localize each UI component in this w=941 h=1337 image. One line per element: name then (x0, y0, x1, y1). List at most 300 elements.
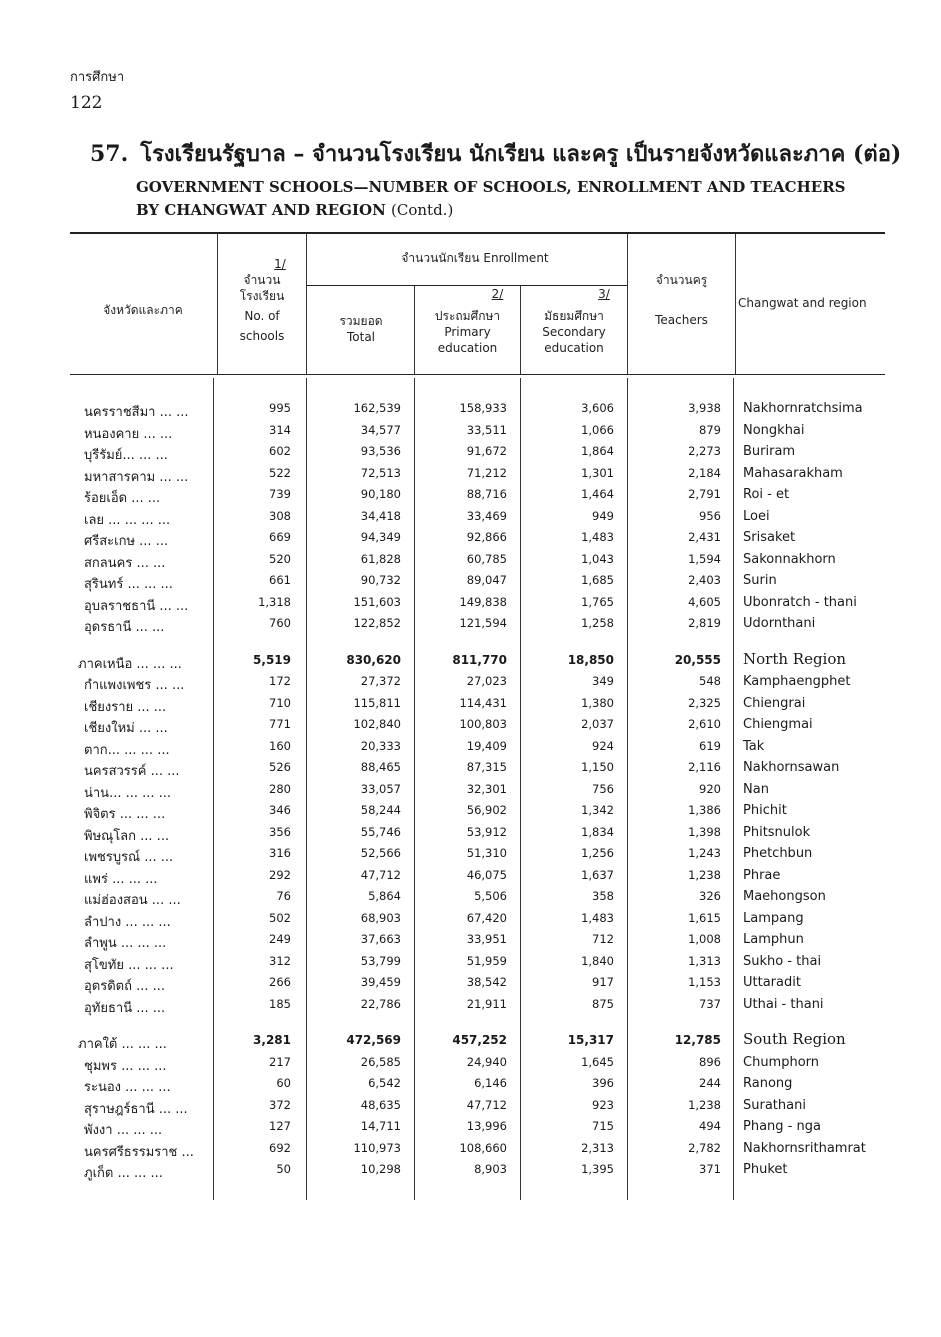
changwat-thai-cell: นครศรีธรรมราช ... (84, 1144, 194, 1160)
table-row (0, 736, 941, 758)
teachers-cell: 619 (699, 738, 721, 753)
primary-cell: 60,785 (466, 551, 507, 566)
secondary-cell: 1,380 (581, 695, 614, 710)
changwat-thai-cell: อุบลราชธานี ... ... (84, 598, 189, 614)
changwat-thai-cell: สุราษฎร์ธานี ... ... (84, 1101, 188, 1117)
total-cell: 10,298 (360, 1162, 401, 1176)
changwat-english-cell: South Region (743, 1030, 846, 1048)
total-cell: 37,663 (360, 932, 401, 946)
schools-cell: 526 (269, 760, 291, 774)
schools-cell: 316 (269, 846, 291, 860)
primary-cell: 158,933 (459, 401, 507, 415)
secondary-cell: 1,840 (581, 953, 614, 968)
changwat-thai-cell: เพชรบูรณ์ ... ... (84, 850, 174, 865)
section-header: การศึกษา (70, 70, 125, 85)
schools-cell: 771 (269, 717, 291, 731)
changwat-english-cell: Nongkhai (743, 422, 805, 438)
primary-cell: 114,431 (459, 695, 507, 710)
table-row (0, 463, 941, 485)
secondary-cell: 1,066 (581, 422, 614, 437)
table-row (0, 779, 941, 801)
changwat-thai-cell: พิษณุโลก ... ... (84, 828, 170, 844)
secondary-cell: 1,301 (581, 465, 614, 480)
teachers-cell: 1,615 (688, 910, 721, 925)
teachers-cell: 2,431 (688, 530, 721, 544)
header-total: รวมยอด Total (339, 314, 383, 344)
changwat-thai-cell: พิจิตร ... ... ... (84, 807, 166, 822)
primary-cell: 24,940 (466, 1054, 507, 1069)
secondary-cell: 1,483 (581, 530, 614, 544)
changwat-english-cell: Nakhornratchsima (743, 401, 863, 416)
changwat-english-cell: Sukho - thai (743, 953, 822, 969)
primary-cell: 108,660 (459, 1140, 507, 1155)
primary-cell: 92,866 (466, 530, 507, 544)
secondary-cell: 756 (592, 781, 614, 796)
table-row (0, 994, 941, 1016)
primary-cell: 121,594 (459, 616, 507, 630)
changwat-english-cell: Chiengrai (743, 695, 806, 711)
total-cell: 20,333 (360, 738, 401, 753)
secondary-footnote: 3/ (598, 287, 610, 301)
changwat-thai-cell: เชียงราย ... ... (84, 699, 167, 715)
total-cell: 27,372 (360, 674, 401, 688)
changwat-thai-cell: ภาคใต้ ... ... ... (78, 1037, 167, 1052)
table-row (0, 908, 941, 930)
schools-cell: 760 (269, 616, 291, 630)
changwat-english-cell: Loei (743, 508, 770, 524)
teachers-cell: 2,610 (688, 717, 721, 731)
secondary-cell: 1,464 (581, 487, 614, 501)
changwat-thai-cell: สุโขทัย ... ... ... (84, 957, 174, 973)
changwat-thai-cell: อุดรธานี ... ... (84, 620, 165, 635)
total-cell: 61,828 (360, 551, 401, 566)
total-cell: 115,811 (353, 695, 401, 710)
table-top-rule (70, 232, 885, 234)
table-row (0, 1138, 941, 1160)
table-row (0, 527, 941, 549)
changwat-thai-cell: อุตรดิตถ์ ... ... (84, 979, 166, 994)
changwat-thai-cell: ชุมพร ... ... ... (84, 1058, 167, 1074)
changwat-english-cell: Surathani (743, 1097, 806, 1113)
teachers-cell: 20,555 (674, 652, 721, 667)
teachers-cell: 896 (699, 1054, 721, 1069)
primary-cell: 88,716 (466, 487, 507, 501)
schools-cell: 502 (269, 910, 291, 925)
primary-cell: 21,911 (466, 996, 507, 1011)
secondary-cell: 1,043 (581, 551, 614, 566)
changwat-thai-cell: ตาก... ... ... ... (84, 742, 170, 758)
changwat-english-cell: Phang - nga (743, 1119, 821, 1134)
header-changwat-thai: จังหวัดและภาค (103, 303, 183, 317)
table-row (0, 484, 941, 506)
changwat-thai-cell: นครสวรรค์ ... ... (84, 764, 180, 779)
primary-cell: 6,146 (474, 1076, 507, 1090)
changwat-english-cell: Sakonnakhorn (743, 551, 836, 567)
secondary-cell: 1,685 (581, 573, 614, 587)
total-cell: 102,840 (353, 717, 401, 731)
schools-cell: 249 (269, 932, 291, 946)
total-cell: 162,539 (353, 401, 401, 415)
schools-cell: 692 (269, 1140, 291, 1155)
primary-cell: 89,047 (466, 573, 507, 587)
changwat-thai-cell: กำแพงเพชร ... ... (84, 678, 185, 693)
header-enrollment: จำนวนนักเรียน Enrollment (401, 251, 549, 265)
total-cell: 68,903 (360, 910, 401, 925)
schools-cell: 995 (269, 401, 291, 415)
schools-cell: 346 (269, 803, 291, 817)
secondary-cell: 924 (592, 738, 614, 753)
primary-cell: 149,838 (459, 594, 507, 609)
primary-cell: 5,506 (474, 889, 507, 903)
total-cell: 90,180 (360, 487, 401, 501)
total-cell: 34,418 (360, 508, 401, 523)
table-row (0, 592, 941, 614)
header-divider (306, 234, 307, 374)
total-cell: 26,585 (360, 1054, 401, 1069)
total-cell: 14,711 (360, 1119, 401, 1133)
changwat-thai-cell: พังงา ... ... ... (84, 1123, 163, 1138)
primary-cell: 33,951 (466, 932, 507, 946)
schools-cell: 292 (269, 867, 291, 882)
schools-cell: 266 (269, 975, 291, 989)
schools-cell: 739 (269, 487, 291, 501)
secondary-cell: 15,317 (567, 1033, 614, 1047)
table-row (0, 822, 941, 844)
total-cell: 58,244 (360, 803, 401, 817)
table-row (0, 886, 941, 908)
primary-cell: 91,672 (466, 444, 507, 458)
table-row (0, 693, 941, 715)
total-cell: 55,746 (360, 824, 401, 839)
title-english-line1: GOVERNMENT SCHOOLS—NUMBER OF SCHOOLS, ENROLLMENT AND TEACHERS (136, 178, 846, 196)
secondary-cell: 2,037 (581, 717, 614, 731)
table-row (0, 420, 941, 442)
teachers-cell: 737 (699, 996, 721, 1011)
primary-cell: 32,301 (466, 781, 507, 796)
secondary-cell: 396 (592, 1076, 614, 1090)
teachers-cell: 1,313 (688, 953, 721, 968)
secondary-cell: 1,645 (581, 1054, 614, 1069)
secondary-cell: 875 (592, 996, 614, 1011)
table-row (0, 972, 941, 994)
changwat-thai-cell: แม่ฮ่องสอน ... ... (84, 893, 181, 908)
secondary-cell: 1,637 (581, 867, 614, 882)
teachers-cell: 2,273 (688, 444, 721, 458)
teachers-cell: 2,325 (688, 695, 721, 710)
primary-cell: 47,712 (466, 1097, 507, 1112)
changwat-thai-cell: น่าน... ... ... ... (84, 785, 172, 801)
teachers-cell: 1,243 (688, 846, 721, 860)
table-row (0, 757, 941, 779)
primary-cell: 13,996 (466, 1119, 507, 1133)
table-row (0, 1052, 941, 1074)
total-cell: 122,852 (353, 616, 401, 630)
schools-cell: 710 (269, 695, 291, 710)
teachers-cell: 1,238 (688, 1097, 721, 1112)
changwat-english-cell: Maehongson (743, 889, 826, 904)
changwat-thai-cell: ศรีสะเกษ ... ... (84, 534, 169, 549)
header-divider (735, 234, 736, 374)
title-contd: (Contd.) (391, 201, 454, 219)
schools-cell: 185 (269, 996, 291, 1011)
total-cell: 6,542 (368, 1076, 401, 1090)
table-row (0, 800, 941, 822)
teachers-cell: 326 (699, 889, 721, 903)
changwat-english-cell: Chiengmai (743, 717, 813, 732)
changwat-english-cell: Ranong (743, 1076, 793, 1091)
table-row (0, 843, 941, 865)
changwat-english-cell: Uttaradit (743, 975, 801, 990)
table-row (0, 1116, 941, 1138)
changwat-english-cell: Uthai - thani (743, 996, 824, 1012)
total-cell: 48,635 (360, 1097, 401, 1112)
secondary-cell: 949 (592, 508, 614, 523)
secondary-cell: 2,313 (581, 1140, 614, 1155)
changwat-thai-cell: หนองคาย ... ... (84, 426, 173, 442)
teachers-cell: 1,153 (688, 975, 721, 989)
table-row (0, 441, 941, 463)
secondary-cell: 712 (592, 932, 614, 946)
changwat-english-cell: Lamphun (743, 932, 804, 947)
primary-cell: 46,075 (466, 867, 507, 882)
changwat-thai-cell: สุรินทร์ ... ... ... (84, 577, 173, 592)
title-english-line2: BY CHANGWAT AND REGION (Contd.) (136, 201, 454, 219)
total-cell: 34,577 (360, 422, 401, 437)
header-secondary: 3/ มัธยมศึกษา Secondary education (521, 286, 627, 356)
changwat-english-cell: North Region (743, 649, 847, 668)
primary-cell: 87,315 (466, 760, 507, 774)
table-row (0, 714, 941, 736)
teachers-cell: 1,008 (688, 932, 721, 946)
changwat-english-cell: Mahasarakham (743, 465, 843, 481)
total-cell: 110,973 (353, 1140, 401, 1155)
schools-cell: 372 (269, 1097, 291, 1112)
table-row (0, 613, 941, 635)
schools-cell: 356 (269, 824, 291, 839)
schools-cell: 1,318 (258, 594, 291, 609)
schools-cell: 522 (269, 465, 291, 480)
secondary-cell: 1,395 (581, 1162, 614, 1176)
changwat-english-cell: Tak (743, 738, 765, 754)
table-row (0, 929, 941, 951)
teachers-cell: 879 (699, 422, 721, 437)
teachers-cell: 244 (699, 1076, 721, 1090)
title-thai-text: โรงเรียนรัฐบาล – จำนวนโรงเรียน นักเรียน และครู เป็นรายจังหวัดและภาค (ต่อ) (140, 141, 902, 167)
primary-cell: 51,959 (466, 953, 507, 968)
teachers-cell: 12,785 (674, 1033, 721, 1047)
schools-cell: 669 (269, 530, 291, 544)
page-number: 122 (70, 93, 103, 113)
teachers-cell: 1,594 (688, 551, 721, 566)
changwat-thai-cell: บุรีรัมย์... ... ... (84, 448, 168, 463)
table-row (0, 549, 941, 571)
table-row (0, 1159, 941, 1181)
primary-cell: 71,212 (466, 465, 507, 480)
teachers-cell: 2,782 (688, 1140, 721, 1155)
table-row (0, 951, 941, 973)
changwat-thai-cell: ร้อยเอ็ด ... ... (84, 491, 161, 506)
secondary-cell: 1,765 (581, 594, 614, 609)
header-primary: 2/ ประถมศึกษา Primary education (415, 286, 520, 356)
table-row (0, 1073, 941, 1095)
changwat-english-cell: Nakhornsawan (743, 760, 840, 775)
changwat-english-cell: Phrae (743, 867, 781, 883)
teachers-cell: 2,819 (688, 616, 721, 630)
secondary-cell: 1,864 (581, 444, 614, 458)
changwat-thai-cell: ภาคเหนือ ... ... ... (78, 656, 182, 672)
changwat-english-cell: Lampang (743, 910, 804, 926)
schools-cell: 5,519 (253, 652, 291, 667)
changwat-thai-cell: ระนอง ... ... ... (84, 1080, 171, 1095)
primary-cell: 33,469 (466, 508, 507, 523)
schools-cell: 127 (269, 1119, 291, 1133)
changwat-thai-cell: นครราชสีมา ... ... (84, 405, 189, 420)
changwat-english-cell: Chumphorn (743, 1054, 820, 1070)
secondary-cell: 1,150 (581, 760, 614, 774)
teachers-cell: 494 (699, 1119, 721, 1133)
schools-cell: 280 (269, 781, 291, 796)
table-row (0, 570, 941, 592)
teachers-cell: 371 (699, 1162, 721, 1176)
primary-cell: 33,511 (466, 422, 507, 437)
changwat-english-cell: Phitsnulok (743, 824, 811, 840)
header-teachers: จำนวนครู Teachers (655, 273, 708, 327)
primary-cell: 53,912 (466, 824, 507, 839)
changwat-english-cell: Phichit (743, 803, 787, 818)
changwat-english-cell: Buriram (743, 444, 796, 459)
changwat-english-cell: Kamphaengphet (743, 674, 851, 689)
schools-cell: 314 (269, 422, 291, 437)
changwat-english-cell: Roi - et (743, 487, 790, 502)
primary-cell: 56,902 (466, 803, 507, 817)
secondary-cell: 18,850 (567, 652, 614, 667)
secondary-cell: 923 (592, 1097, 614, 1112)
schools-cell: 312 (269, 953, 291, 968)
primary-cell: 8,903 (474, 1162, 507, 1176)
changwat-english-cell: Udornthani (743, 616, 816, 631)
changwat-thai-cell: สกลนคร ... ... (84, 555, 166, 571)
changwat-english-cell: Srisaket (743, 530, 796, 545)
schools-cell: 60 (276, 1076, 291, 1090)
total-cell: 830,620 (346, 652, 401, 667)
table-row (0, 671, 941, 693)
schools-cell: 50 (276, 1162, 291, 1176)
header-bottom-rule (70, 374, 885, 375)
secondary-cell: 1,256 (581, 846, 614, 860)
primary-cell: 811,770 (452, 652, 507, 667)
changwat-thai-cell: ภูเก็ต ... ... ... (84, 1166, 163, 1181)
table-row (0, 1095, 941, 1117)
changwat-english-cell: Surin (743, 573, 777, 588)
teachers-cell: 956 (699, 508, 721, 523)
header-schools: 1/ จำนวน โรงเรียน No. of schools (218, 256, 306, 344)
changwat-thai-cell: เชียงใหม่ ... ... (84, 721, 168, 736)
region-row (0, 1030, 941, 1052)
primary-cell: 457,252 (452, 1033, 507, 1047)
changwat-english-cell: Nan (743, 781, 769, 797)
schools-cell: 308 (269, 508, 291, 523)
total-cell: 39,459 (360, 975, 401, 989)
teachers-cell: 2,116 (688, 760, 721, 774)
changwat-thai-cell: ลำปาง ... ... ... (84, 914, 171, 930)
primary-cell: 100,803 (459, 717, 507, 731)
primary-cell: 51,310 (466, 846, 507, 860)
table-row (0, 506, 941, 528)
secondary-cell: 358 (592, 889, 614, 903)
total-cell: 88,465 (360, 760, 401, 774)
schools-cell: 520 (269, 551, 291, 566)
primary-cell: 27,023 (466, 674, 507, 688)
secondary-cell: 1,834 (581, 824, 614, 839)
changwat-english-cell: Nakhornsrithamrat (743, 1140, 866, 1156)
primary-cell: 38,542 (466, 975, 507, 989)
changwat-thai-cell: แพร่ ... ... ... (84, 871, 158, 887)
schools-footnote: 1/ (274, 257, 286, 271)
total-cell: 5,864 (368, 889, 401, 903)
schools-cell: 217 (269, 1054, 291, 1069)
total-cell: 33,057 (360, 781, 401, 796)
teachers-cell: 1,238 (688, 867, 721, 882)
teachers-cell: 1,386 (688, 803, 721, 817)
schools-cell: 76 (276, 889, 291, 903)
total-cell: 151,603 (353, 594, 401, 609)
table-title-english (136, 176, 846, 222)
secondary-cell: 917 (592, 975, 614, 989)
table-title-thai (90, 136, 901, 171)
schools-cell: 602 (269, 444, 291, 458)
teachers-cell: 3,938 (688, 401, 721, 415)
secondary-cell: 349 (592, 674, 614, 688)
teachers-cell: 4,605 (688, 594, 721, 609)
table-row (0, 865, 941, 887)
total-cell: 90,732 (360, 573, 401, 587)
schools-cell: 3,281 (253, 1033, 291, 1047)
changwat-english-cell: Phetchbun (743, 846, 813, 861)
teachers-cell: 2,791 (688, 487, 721, 501)
secondary-cell: 1,258 (581, 616, 614, 630)
total-cell: 94,349 (360, 530, 401, 544)
teachers-cell: 548 (699, 674, 721, 688)
table-row (0, 398, 941, 420)
changwat-thai-cell: เลย ... ... ... ... (84, 512, 171, 528)
teachers-cell: 2,184 (688, 465, 721, 480)
total-cell: 472,569 (346, 1033, 401, 1047)
primary-cell: 67,420 (466, 910, 507, 925)
secondary-cell: 3,606 (581, 401, 614, 415)
total-cell: 93,536 (360, 444, 401, 458)
changwat-thai-cell: ลำพูน ... ... ... (84, 936, 167, 951)
changwat-thai-cell: อุทัยธานี ... ... (84, 1000, 166, 1016)
total-cell: 47,712 (360, 867, 401, 882)
table-number: 57. (90, 141, 129, 167)
primary-cell: 19,409 (466, 738, 507, 753)
region-row (0, 650, 941, 672)
secondary-cell: 715 (592, 1119, 614, 1133)
total-cell: 22,786 (360, 996, 401, 1011)
changwat-thai-cell: มหาสารคาม ... ... (84, 469, 189, 485)
changwat-english-cell: Phuket (743, 1162, 788, 1177)
teachers-cell: 920 (699, 781, 721, 796)
schools-cell: 661 (269, 573, 291, 587)
schools-cell: 172 (269, 674, 291, 688)
secondary-cell: 1,342 (581, 803, 614, 817)
primary-footnote: 2/ (491, 287, 504, 301)
teachers-cell: 1,398 (688, 824, 721, 839)
secondary-cell: 1,483 (581, 910, 614, 925)
total-cell: 52,566 (360, 846, 401, 860)
schools-cell: 160 (269, 738, 291, 753)
total-cell: 72,513 (360, 465, 401, 480)
